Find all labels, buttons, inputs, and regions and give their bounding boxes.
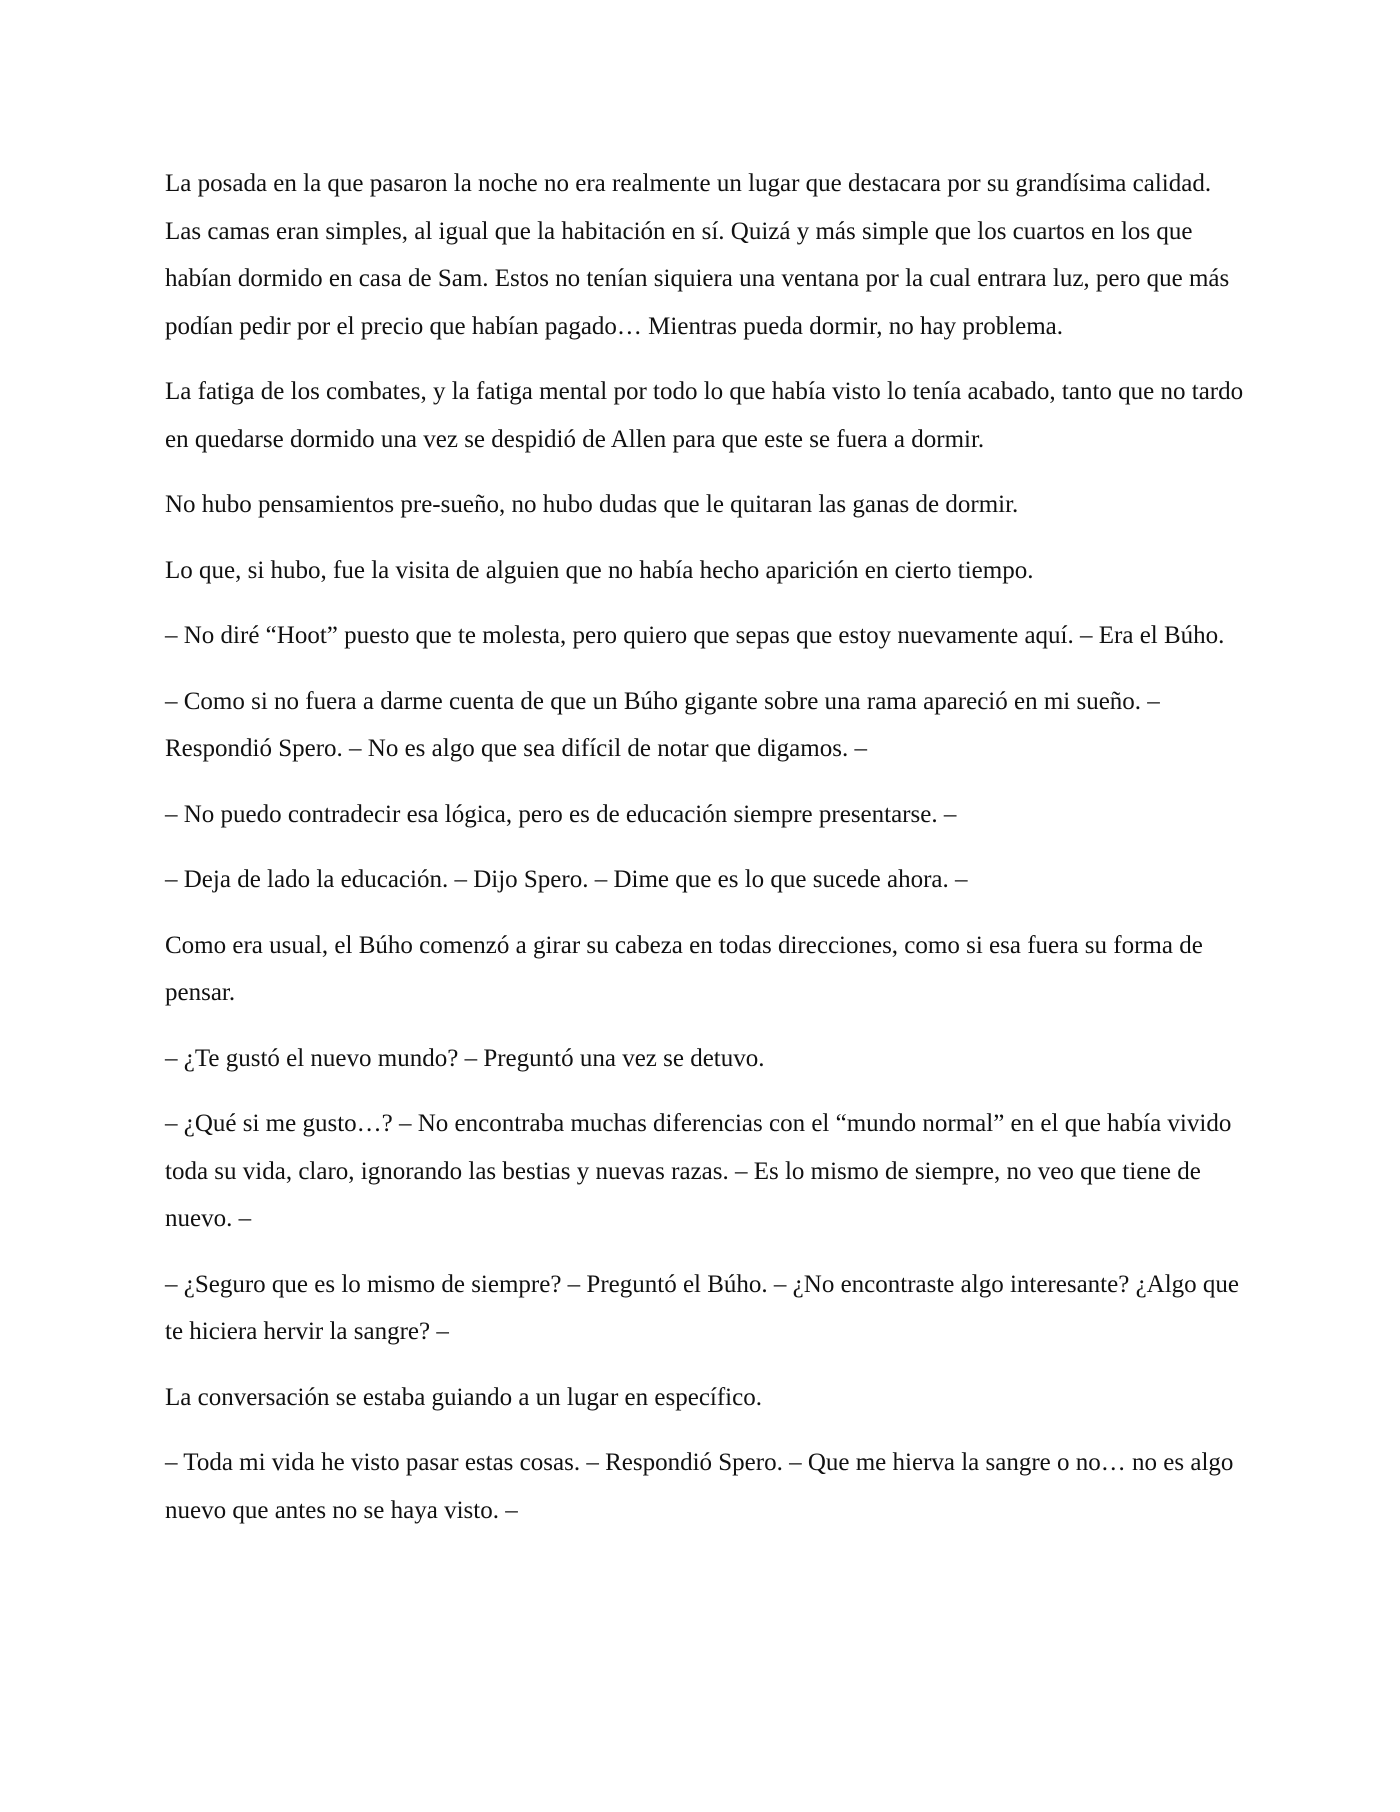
paragraph: – ¿Qué si me gusto…? – No encontraba muchas diferencias con el “mundo normal” en el que había vivido toda su vida, claro, ignorando las bestias y nuevas razas. – Es lo mismo de siempre, no veo que tiene de nuevo. –	[165, 1110, 1232, 1232]
paragraph: No hubo pensamientos pre-sueño, no hubo dudas que le quitaran las ganas de dormir.	[165, 491, 1019, 518]
paragraph: La conversación se estaba guiando a un lugar en específico.	[165, 1383, 762, 1411]
paragraph: La posada en la que pasaron la noche no era realmente un lugar que destacara por su grandísima calidad. Las camas eran simples, al igual que la habitación en sí. Quizá y más simple que los cuartos en los que habían dormido en casa de Sam. Estos no tenían siquiera una ventana por la cual entrara luz, pero que más podían pedir por el precio que habían pagado… Mientras pueda dormir, no hay problema.	[165, 170, 1230, 340]
paragraph: Como era usual, el Búho comenzó a girar su cabeza en todas direcciones, como si esa fuera su forma de pensar.	[165, 931, 1203, 1006]
document-body	[165, 160, 1245, 1552]
paragraph: – No diré “Hoot” puesto que te molesta, pero quiero que sepas que estoy nuevamente aquí. – Era el Búho.	[165, 622, 1225, 649]
paragraph: – Como si no fuera a darme cuenta de que un Búho gigante sobre una rama apareció en mi sueño. – Respondió Spero. – No es algo que sea difícil de notar que digamos. –	[165, 687, 1160, 762]
paragraph: Lo que, si hubo, fue la visita de alguien que no había hecho aparición en cierto tiempo.	[165, 556, 1034, 584]
paragraph: La fatiga de los combates, y la fatiga mental por todo lo que había visto lo tenía acabado, tanto que no tardo en quedarse dormido una vez se despidió de Allen para que este se fuera a dormir.	[165, 378, 1244, 453]
paragraph: – ¿Te gustó el nuevo mundo? – Preguntó una vez se detuvo.	[165, 1044, 765, 1072]
paragraph: – Toda mi vida he visto pasar estas cosas. – Respondió Spero. – Que me hierva la sangre o no… no es algo nuevo que antes no se haya visto. –	[165, 1449, 1234, 1524]
paragraph: – ¿Seguro que es lo mismo de siempre? – Preguntó el Búho. – ¿No encontraste algo interesante? ¿Algo que te hiciera hervir la sangre? –	[165, 1270, 1240, 1345]
paragraph: – Deja de lado la educación. – Dijo Spero. – Dime que es lo que sucede ahora. –	[165, 866, 968, 893]
paragraph: – No puedo contradecir esa lógica, pero es de educación siempre presentarse. –	[165, 800, 957, 828]
